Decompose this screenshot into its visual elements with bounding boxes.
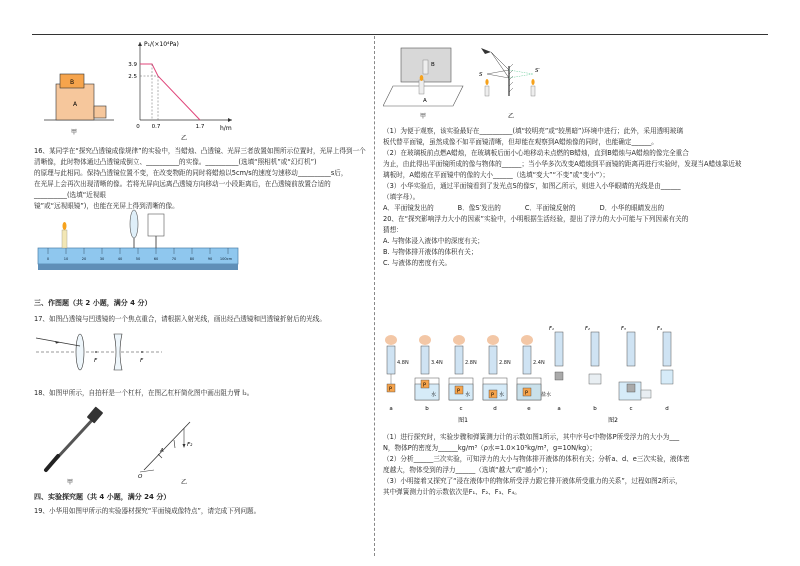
- q20-line-4: B. 与物体排开液体的体积有关；: [383, 248, 478, 256]
- q16-line-5: 镜”或“远视眼镜”)，也能在光屏上得到清晰的像。: [34, 202, 179, 210]
- mirror-a-label: A: [423, 98, 427, 104]
- q19-line-6: （3）小华实验后，通过平面镜看到了发光点S的像S′，如图乙所示，则进入小华眼睛的光线是由______: [383, 182, 681, 190]
- question-19: 19、小华用如图甲所示的实验器材探究“平面镜成像特点”，请完成下列问题。: [34, 507, 261, 515]
- block-p-d: P: [491, 392, 495, 399]
- selfie-jia-label: 甲: [66, 479, 74, 486]
- left-column: [34, 36, 368, 561]
- tick-y-2-5: 2.5: [128, 74, 137, 80]
- fig-yi-label: 乙: [180, 135, 188, 142]
- lens-ray-figure: [34, 330, 164, 372]
- q19-choices: [383, 203, 767, 214]
- q19-line-7: （填字母）。: [383, 193, 420, 201]
- optical-bench-figure: [34, 204, 244, 284]
- block-p-a: P: [389, 386, 393, 393]
- reading-e: 2.4N: [533, 360, 545, 366]
- question-18: 18、如图甲所示，自拍杆是一个杠杆，在图乙杠杆简化图中画出阻力臂 l₂。: [34, 389, 254, 397]
- ruler-tick-10: 10: [63, 257, 69, 261]
- q19-line-4: 为止，由此得出平面镜所成的像与物体的______；当小华多次改变A蜡烛到平面镜的距离再进行实验时，发现当A蜡烛靠近玻: [383, 160, 742, 168]
- pivot-o-label: O: [138, 474, 143, 480]
- block-a-label: A: [72, 101, 78, 108]
- section-4-heading: 四、实验探究题（共 4 小题，满分 24 分）: [34, 493, 171, 501]
- tick-x-0: 0: [136, 124, 140, 130]
- q19-line-1: （1）为便于观察，该实验最好在__________(填“较明亮”或“较黑暗”)环境中进行；此外，采用透明玻璃: [383, 127, 683, 135]
- q16-line-2: 清晰像，此时物体通过凸透镜成倒立、__________的实像。__________(选填“照相机”或“幻灯机”): [34, 158, 317, 166]
- reading-b: 3.4N: [431, 360, 443, 366]
- liquid-c: 水: [465, 392, 471, 398]
- q19-line-5: 璃板时，A蜡烛在平面镜中的像的大小______（选填“变大”“不变”或“变小”）；: [383, 171, 610, 179]
- fig2-letter-b: b: [593, 406, 597, 412]
- force-f4: F₄: [657, 326, 662, 332]
- top-rule: [32, 34, 768, 35]
- q19-line-3: （2）在玻璃板前点燃A蜡烛，在玻璃板后面小心地移动未点燃的B蜡烛，直到B蜡烛与A蜡烛的像完全重合: [383, 149, 689, 157]
- ruler-tick-80: 80: [189, 257, 195, 261]
- choice-d: D．小华的眼睛发出的: [599, 204, 665, 212]
- question-17: 17、如图凸透镜与凹透镜的一个焦点重合，请根据入射光线，画出经凸透镜和凹透镜折射后的光线。: [34, 315, 326, 323]
- figure-2: [549, 326, 673, 424]
- fig1-letter-b: b: [425, 406, 429, 412]
- question-19-parts: [383, 126, 767, 269]
- graph-x-label: h/m: [220, 125, 232, 132]
- q16-line-4: 在光屏上会再次出现清晰的像。若将光屏向远离凸透镜方向移动一小段距离后，在凸透镜前放置合适的__________(选填“近视眼: [34, 180, 331, 199]
- fig1-letter-c: c: [459, 406, 463, 412]
- fig1-letter-d: d: [493, 406, 497, 412]
- ruler-tick-30: 30: [99, 257, 105, 261]
- fig-jia-label: 甲: [70, 129, 78, 136]
- block-p-b: P: [423, 382, 427, 389]
- q20-line-1: 20、在“探究影响浮力大小的因素”实验中，小明根据生活经验，提出了浮力的大小可能与下列因素有关的: [383, 215, 689, 223]
- question-16: [34, 146, 368, 212]
- q20-part-4: 度越大，物体受到的浮力______（选填“越大”或“越小”）；: [383, 466, 552, 474]
- selfie-stick-figure: [34, 402, 244, 486]
- section-3-heading: 三、作图题（共 2 小题，满分 4 分）: [34, 299, 152, 307]
- mirror-yi-label: 乙: [507, 113, 515, 120]
- tick-x-1-7: 1.7: [195, 124, 205, 130]
- q20-part-1: （1）进行探究时，实验步骤和弹簧测力计的示数如图1所示，其中序号c中物体P所受浮力的大小为___: [383, 433, 680, 441]
- reading-d: 2.8N: [499, 360, 511, 366]
- choice-b: B．像S′发出的: [457, 204, 501, 212]
- question-20-parts: [383, 432, 767, 498]
- ruler-tick-50: 50: [135, 257, 141, 261]
- q16-line-1: 16、某同学在“探究凸透镜成像规律”的实验中，当蜡烛、凸透镜、光屏三者放置如图所示位置时，光屏上得到一个: [34, 147, 366, 155]
- fig1-letter-a: a: [389, 406, 393, 412]
- liquid-e: 盐水: [541, 392, 552, 398]
- block-p-c: P: [457, 388, 461, 395]
- ruler-tick-40: 40: [117, 257, 123, 261]
- fig1-caption: 图1: [458, 417, 468, 424]
- graph-y-label: P₁/(×10⁴Pa): [144, 41, 179, 48]
- q20-line-2: 猜想：: [383, 226, 403, 234]
- pressure-curve: [140, 64, 200, 120]
- q20-part-3: （2）分析______三次实验，可知浮力的大小与物体排开液体的体积有关；分析a、d、e三次实验，液体密: [383, 455, 690, 463]
- force-f2: F₂: [585, 326, 590, 332]
- tick-y-3-9: 3.9: [128, 62, 137, 68]
- q20-part-5: （3）小明接着又探究了“浸在液体中的物体所受浮力跟它排开液体所受重力的关系”，过程如图2所示，: [383, 477, 682, 485]
- force-f1: F₁: [549, 326, 554, 332]
- selfie-yi-label: 乙: [180, 479, 188, 486]
- column-divider: [374, 36, 375, 556]
- fig2-letter-a: a: [557, 406, 561, 412]
- liquid-b: 水: [431, 392, 437, 398]
- focus-f-2: F: [140, 358, 144, 364]
- figure-1: [385, 335, 551, 424]
- ruler-tick-60: 60: [153, 257, 159, 261]
- q19-line-2: 板代替平面镜，虽然成像不如平面镜清晰，但却能在观察到A蜡烛像的同时，也能确定______。: [383, 138, 658, 146]
- block-b-label: B: [69, 79, 75, 86]
- ruler-tick-90: 90: [207, 257, 213, 261]
- fig2-letter-d: d: [665, 406, 669, 412]
- focus-f-1: F: [94, 358, 98, 364]
- q20-line-3: A. 与物体浸入液体中的深度有关；: [383, 237, 484, 245]
- ruler-tick-100: 100cm: [219, 257, 233, 261]
- fig2-caption: 图2: [608, 417, 618, 424]
- force-f3: F₃: [621, 326, 626, 332]
- right-column: [383, 36, 767, 561]
- fig2-letter-c: c: [629, 406, 633, 412]
- blocks-and-pressure-figure: [34, 36, 244, 146]
- point-a-label: A: [160, 448, 164, 454]
- mirror-b-label: B: [431, 62, 435, 68]
- choice-a: A．平面镜发出的: [383, 204, 434, 212]
- mirror-jia-label: 甲: [419, 113, 427, 120]
- point-s-prime-label: S′: [535, 68, 540, 74]
- q20-part-6: 其中弹簧测力计的示数依次是F₁、F₂、F₃、F₄。: [383, 488, 521, 496]
- force-f2-label: F₂: [187, 442, 193, 448]
- reading-c: 2.8N: [465, 360, 477, 366]
- ruler-tick-0: 0: [46, 257, 50, 261]
- q16-line-3: 的原理与此相同。保持凸透镜位置不变，在改变物距的同时将蜡烛以5cm/s的速度匀速移动__________s后，: [34, 169, 348, 177]
- choice-c: C．平面镜反射的: [524, 204, 576, 212]
- tick-x-0-7: 0.7: [151, 124, 161, 130]
- q20-line-5: C. 与液体的密度有关。: [383, 259, 452, 267]
- reading-a: 4.8N: [397, 360, 409, 366]
- block-p-e: P: [525, 390, 529, 397]
- liquid-d: 水: [499, 392, 505, 398]
- fig1-letter-e: e: [527, 406, 531, 412]
- point-s-label: S: [479, 72, 483, 78]
- q20-part-2: N，物体P的密度为______kg/m³（ρ水=1.0×10³kg/m³，g=10N/kg）；: [383, 444, 597, 452]
- ruler-tick-70: 70: [171, 257, 177, 261]
- mirror-experiment-figure: [383, 36, 583, 122]
- ruler-tick-20: 20: [81, 257, 87, 261]
